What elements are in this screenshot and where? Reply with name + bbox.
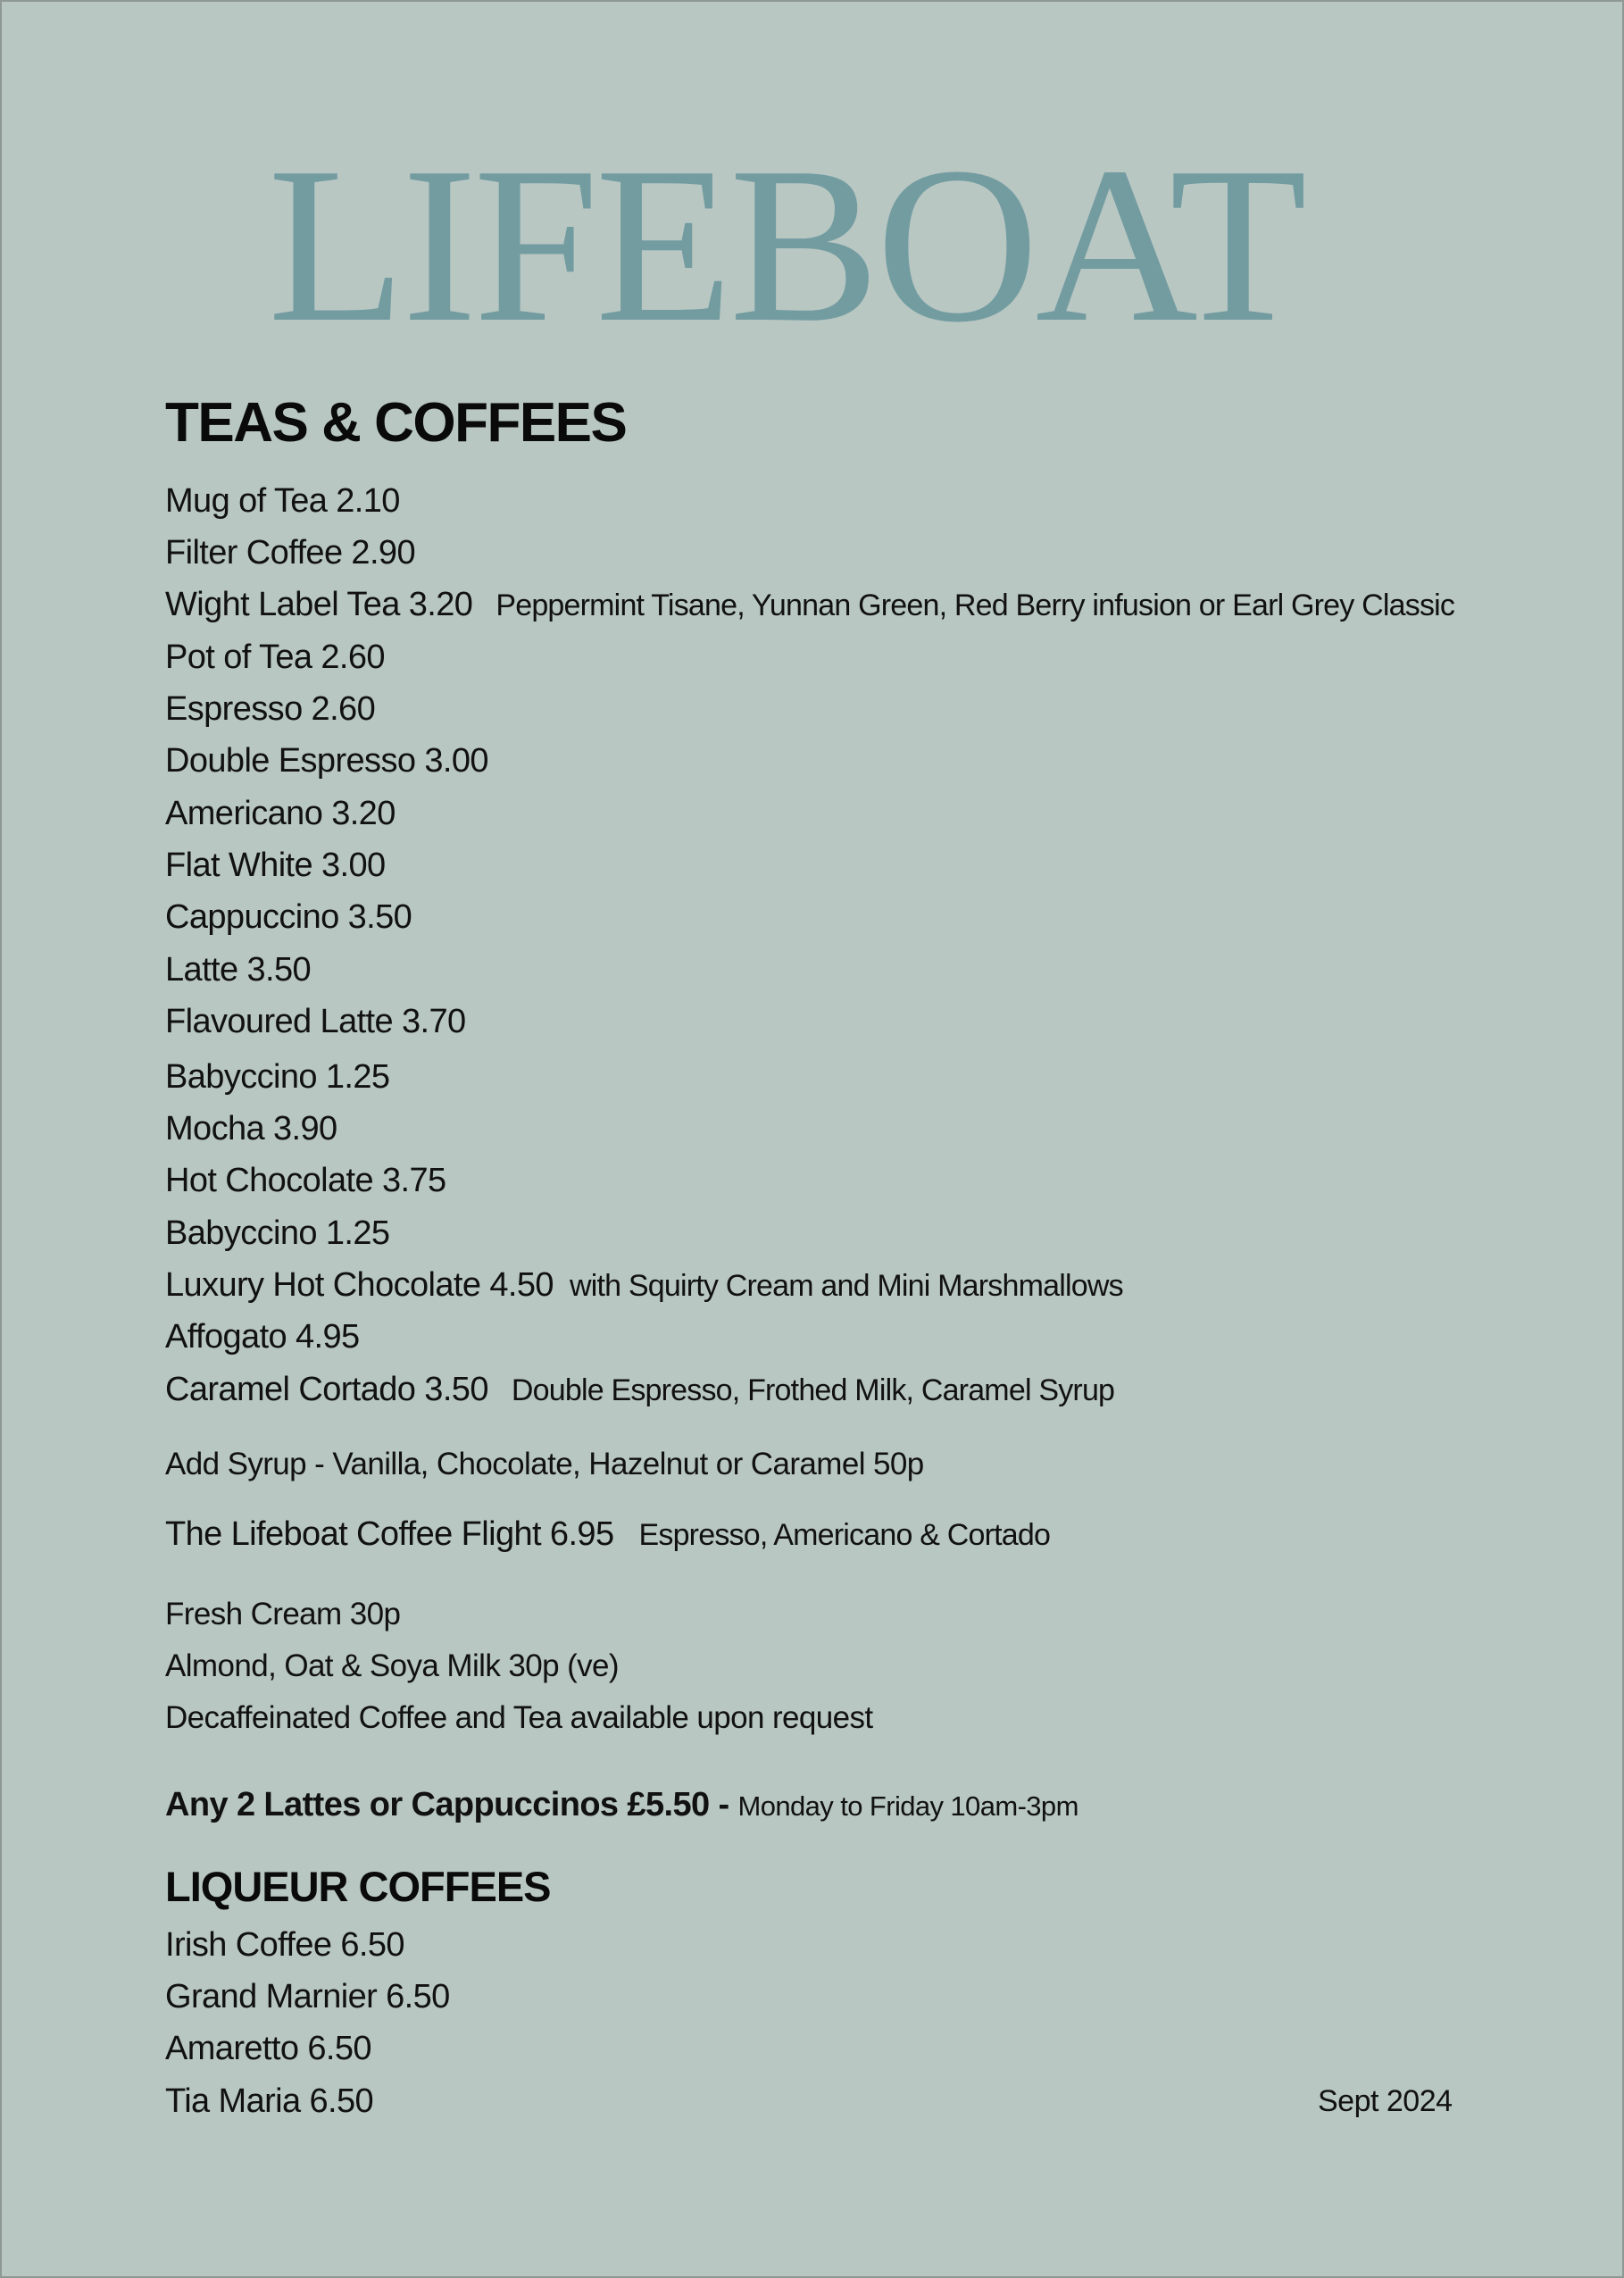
brand-logo-title: LIFEBOAT [268, 121, 1304, 369]
menu-item [165, 947, 311, 992]
menu-item [165, 791, 396, 836]
promo-offer [165, 1782, 1079, 1829]
menu-item [165, 1367, 1114, 1412]
menu-item [165, 1106, 337, 1151]
coffee-flight-name: The Lifeboat Coffee Flight 6.95 [165, 1515, 614, 1553]
menu-item-name: Flavoured Latte 3.70 [165, 1003, 466, 1040]
liqueur-item [165, 1923, 404, 1967]
menu-item-name: Filter Coffee 2.90 [165, 534, 415, 572]
menu-item [165, 479, 400, 523]
menu-item [165, 687, 375, 731]
menu-item-name: Pot of Tea 2.60 [165, 638, 385, 676]
extra-item [165, 1592, 400, 1637]
menu-item-note: Double Espresso, Frothed Milk, Caramel Syrup [511, 1373, 1115, 1407]
extra-item-text: Decaffeinated Coffee and Tea available upon request [165, 1700, 873, 1735]
teas-coffees-heading: TEAS & COFFEES [165, 392, 627, 454]
menu-item-name: Luxury Hot Chocolate 4.50 [165, 1266, 554, 1304]
promo-offer-text: Any 2 Lattes or Cappuccinos £5.50 - [165, 1786, 729, 1823]
syrup-addon-text: Add Syrup - Vanilla, Chocolate, Hazelnut or Caramel 50p [165, 1447, 924, 1481]
coffee-flight-note: Espresso, Americano & Cortado [638, 1518, 1051, 1552]
menu-item [165, 1055, 389, 1099]
menu-item-name: Espresso 2.60 [165, 690, 376, 728]
menu-item [165, 999, 466, 1044]
menu-item-name: Wight Label Tea 3.20 [165, 586, 473, 623]
menu-item [165, 738, 488, 783]
menu-item [165, 1314, 360, 1359]
menu-item [165, 530, 415, 575]
menu-item-name: Cappuccino 3.50 [165, 898, 412, 936]
menu-item [165, 582, 1454, 627]
menu-item [165, 895, 412, 939]
promo-offer-note: Monday to Friday 10am-3pm [737, 1790, 1079, 1822]
coffee-flight [165, 1512, 1050, 1556]
liqueur-item [165, 2026, 371, 2071]
menu-item [165, 1263, 1123, 1307]
menu-item-note: Peppermint Tisane, Yunnan Green, Red Berry infusion or Earl Grey Classic [496, 588, 1455, 622]
menu-item-note: with Squirty Cream and Mini Marshmallows [569, 1269, 1123, 1303]
menu-item-name: Babyccino 1.25 [165, 1058, 390, 1096]
liqueur-item [165, 1974, 450, 2019]
syrup-addon [165, 1442, 924, 1487]
menu-item [165, 1158, 446, 1203]
liqueur-item-name: Amaretto 6.50 [165, 2030, 371, 2067]
menu-item-name: Americano 3.20 [165, 795, 396, 832]
liqueur-item-name: Grand Marnier 6.50 [165, 1978, 450, 2015]
menu-item-name: Hot Chocolate 3.75 [165, 1162, 446, 1199]
menu-item [165, 843, 386, 888]
menu-item-name: Affogato 4.95 [165, 1318, 360, 1356]
menu-item-name: Latte 3.50 [165, 951, 312, 989]
menu-item-name: Mug of Tea 2.10 [165, 482, 400, 520]
liqueur-item-name: Tia Maria 6.50 [165, 2082, 374, 2120]
liqueur-item-name: Irish Coffee 6.50 [165, 1926, 404, 1964]
menu-item-name: Mocha 3.90 [165, 1110, 337, 1147]
liqueur-coffees-heading: LIQUEUR COFFEES [165, 1863, 551, 1910]
extra-item-text: Almond, Oat & Soya Milk 30p (ve) [165, 1648, 619, 1683]
menu-item-name: Caramel Cortado 3.50 [165, 1371, 488, 1408]
extra-item-text: Fresh Cream 30p [165, 1597, 401, 1631]
menu-date: Sept 2024 [1318, 2084, 1453, 2118]
menu-item [165, 635, 385, 680]
menu-item-name: Double Espresso 3.00 [165, 742, 488, 780]
menu-item-name: Babyccino 1.25 [165, 1214, 390, 1252]
extra-item [165, 1644, 619, 1689]
menu-item-name: Flat White 3.00 [165, 847, 386, 884]
liqueur-item [165, 2079, 373, 2124]
extra-item [165, 1696, 873, 1740]
menu-item [165, 1211, 389, 1256]
